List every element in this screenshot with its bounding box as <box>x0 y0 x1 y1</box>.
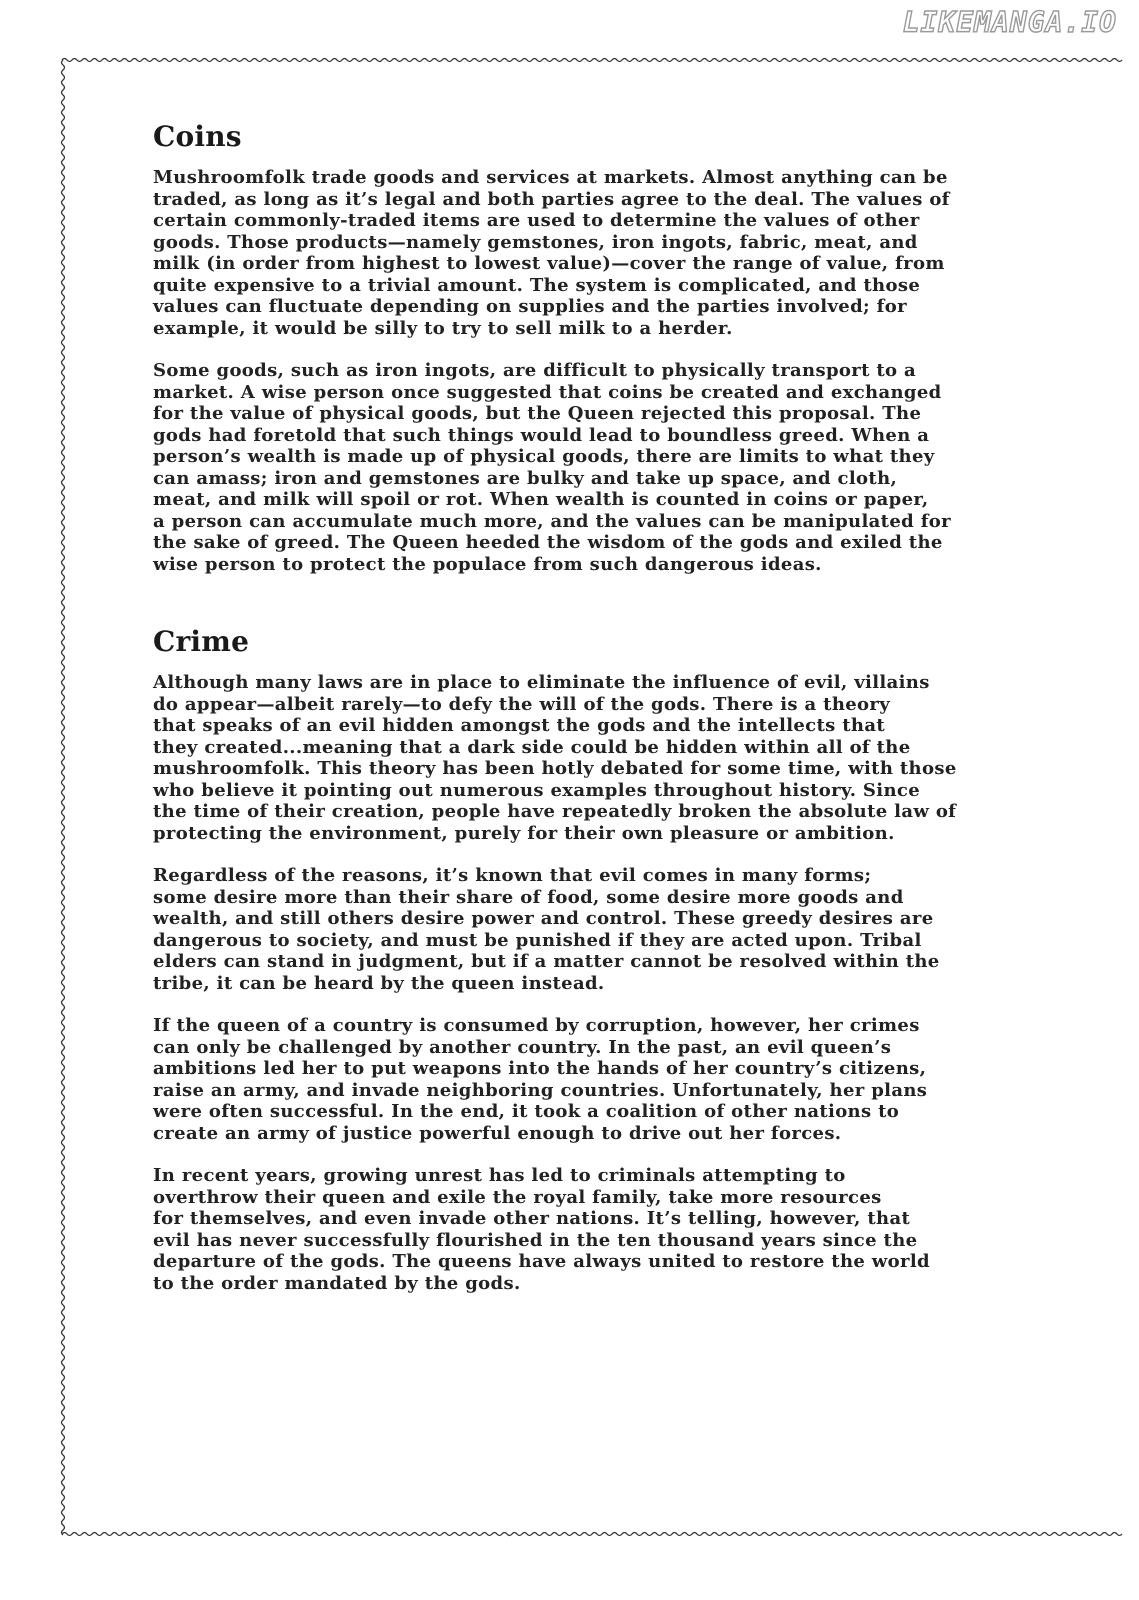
section-title-coins: Coins <box>153 120 242 153</box>
border-left-edge <box>62 60 65 1535</box>
paragraph: Regardless of the reasons, it’s known that evil comes in many forms; some desire more than their share of food, some desire more goods and wealth, and still others desire power and control. These greedy desires are dangerous to society, and must be punished if they are acted upon. Tribal elders can stand in judgment, but if a matter cannot be resolved within the tribe, it can be heard by the queen instead. <box>153 865 940 994</box>
section-title-crime: Crime <box>153 625 250 658</box>
paragraph: Although many laws are in place to eliminate the influence of evil, villains do appear—albeit rarely—to defy the will of the gods. There is a theory that speaks of an evil hidden amongst the gods and the intellects that they created...meaning that a dark side could be hidden within all of the mushroomfolk. This theory has been hotly debated for some time, with those who believe it pointing out numerous examples throughout history. Since the time of their creation, people have repeatedly broken the absolute law of protecting the environment, purely for their own pleasure or ambition. <box>153 672 957 844</box>
section-coins <box>153 120 973 575</box>
paragraph: In recent years, growing unrest has led to criminals attempting to overthrow their queen and exile the royal family, take more resources for themselves, and even invade other nations. It’s telling, however, that evil has never successfully flourished in the ten thousand years since the departure of the gods. The queens have always united to restore the world to the order mandated by the gods. <box>153 1165 930 1294</box>
border-bottom-edge <box>62 1533 1122 1536</box>
paragraph: Mushroomfolk trade goods and services at markets. Almost anything can be traded, as long as it’s legal and both parties agree to the deal. The values of certain commonly-traded items are used to determine the values of other goods. Those products—namely gemstones, iron ingots, fabric, meat, and milk (in order from highest to lowest value)—cover the range of value, from quite expensive to a trivial amount. The system is complicated, and those values can fluctuate depending on supplies and the parties involved; for example, it would be silly to try to sell milk to a herder. <box>153 167 950 339</box>
watermark-text: LIKEMANGA.IO <box>902 6 1117 39</box>
border-top-edge <box>62 59 1122 62</box>
section-crime <box>153 625 973 1294</box>
document-body <box>153 120 973 1344</box>
paragraph: Some goods, such as iron ingots, are difficult to physically transport to a market. A wise person once suggested that coins be created and exchanged for the value of physical goods, but the Queen rejected this proposal. The gods had foretold that such things would lead to boundless greed. When a person’s wealth is made up of physical goods, there are limits to what they can amass; iron and gemstones are bulky and take up space, and cloth, meat, and milk will spoil or rot. When wealth is counted in coins or paper, a person can accumulate much more, and the values can be manipulated for the sake of greed. The Queen heeded the wisdom of the gods and exiled the wise person to protect the populace from such dangerous ideas. <box>153 360 951 575</box>
paragraph: If the queen of a country is consumed by corruption, however, her crimes can only be challenged by another country. In the past, an evil queen’s ambitions led her to put weapons into the hands of her country’s citizens, raise an army, and invade neighboring countries. Unfortunately, her plans were often successful. In the end, it took a coalition of other nations to create an army of justice powerful enough to drive out her forces. <box>153 1015 928 1144</box>
